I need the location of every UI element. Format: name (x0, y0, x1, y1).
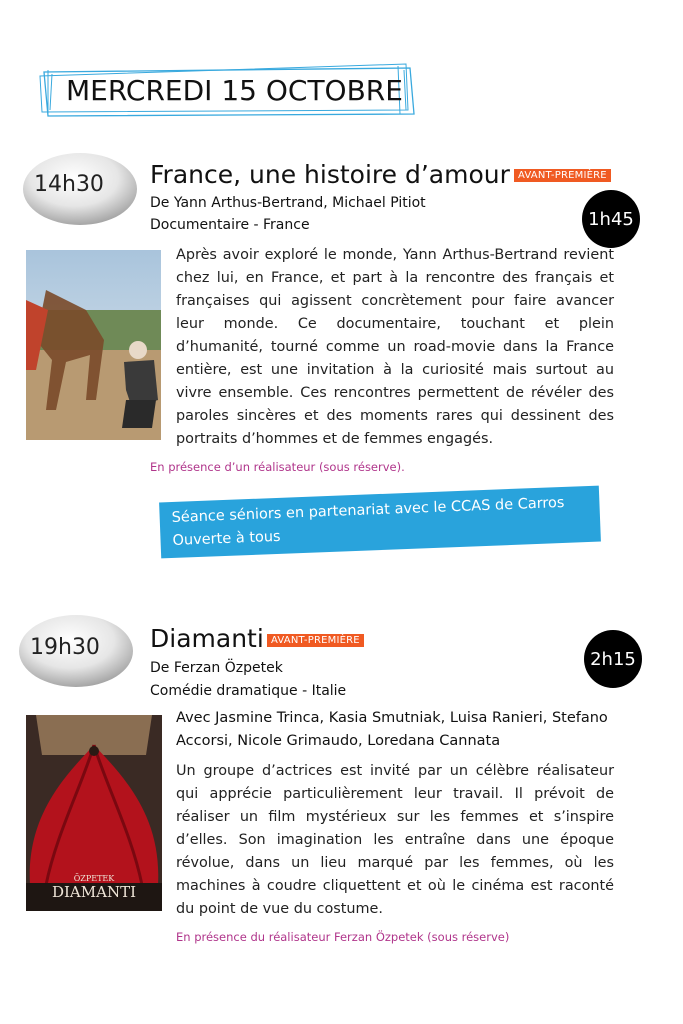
film-synopsis: Un groupe d’actrices est invité par un célèbre réalisateur qui apprécie particulièrement leur travail. Il prévoit de réaliser un film mystérieux sur les femmes et s’inspire d’elles. Son imagination les entraîne dans une époque révolue, dans un lieu marqué par les femmes, où les machines à coudre cliquettent et où le cinéma est raconté du point de vue du costume. (176, 763, 614, 917)
avant-premiere-badge: AVANT-PREMIÈRE (514, 169, 611, 182)
film-genre: Comédie dramatique - Italie (150, 683, 347, 699)
duration-badge: 1h45 (582, 190, 640, 248)
partner-banner (159, 486, 601, 559)
presence-note: En présence du réalisateur Ferzan Özpetek (sous réserve) (176, 930, 510, 944)
duration-badge: 2h15 (584, 630, 642, 688)
showtime: 14h30 (34, 172, 104, 197)
poster-title-text: DIAMANTI (51, 883, 137, 901)
film-synopsis: Après avoir exploré le monde, Yann Arthus-Bertrand revient chez lui, en France, et part à la rencontre des français et françaises qui agissent concrètement pour faire avancer leur monde. Ce documentaire, touchant et plein d’humanité, tourné comme un road-movie dans la France entière, est une invitation à la curiosité mais surtout au vivre ensemble. Ces rencontres permettent de révéler des paroles sincères et des moments rares qui dessinent des portraits d’hommes et de femmes engagés. (176, 247, 614, 447)
film-poster-image (26, 715, 162, 911)
day-header (38, 60, 418, 120)
poster-director-text: ÖZPETEK (73, 874, 115, 883)
partner-line: Ouverte à tous (172, 528, 281, 549)
film-directors: De Ferzan Özpetek (150, 660, 283, 676)
partner-line: Séance séniors en partenariat avec le CCAS de Carros (171, 494, 565, 526)
day-title: MERCREDI 15 OCTOBRE (66, 74, 403, 107)
film-cast: Avec Jasmine Trinca, Kasia Smutniak, Luisa Ranieri, Stefano Accorsi, Nicole Grimaudo, Loredana Cannata (176, 710, 608, 749)
film-title: France, une histoire d’amour (150, 160, 510, 189)
film-title: Diamanti (150, 624, 264, 653)
film-directors: De Yann Arthus-Bertrand, Michael Pitiot (150, 195, 426, 211)
avant-premiere-badge: AVANT-PREMIÈRE (267, 634, 364, 647)
film-still-image (26, 250, 161, 440)
showtime: 19h30 (30, 635, 100, 660)
film-genre: Documentaire - France (150, 217, 310, 233)
presence-note: En présence d’un réalisateur (sous réserve). (150, 460, 405, 474)
